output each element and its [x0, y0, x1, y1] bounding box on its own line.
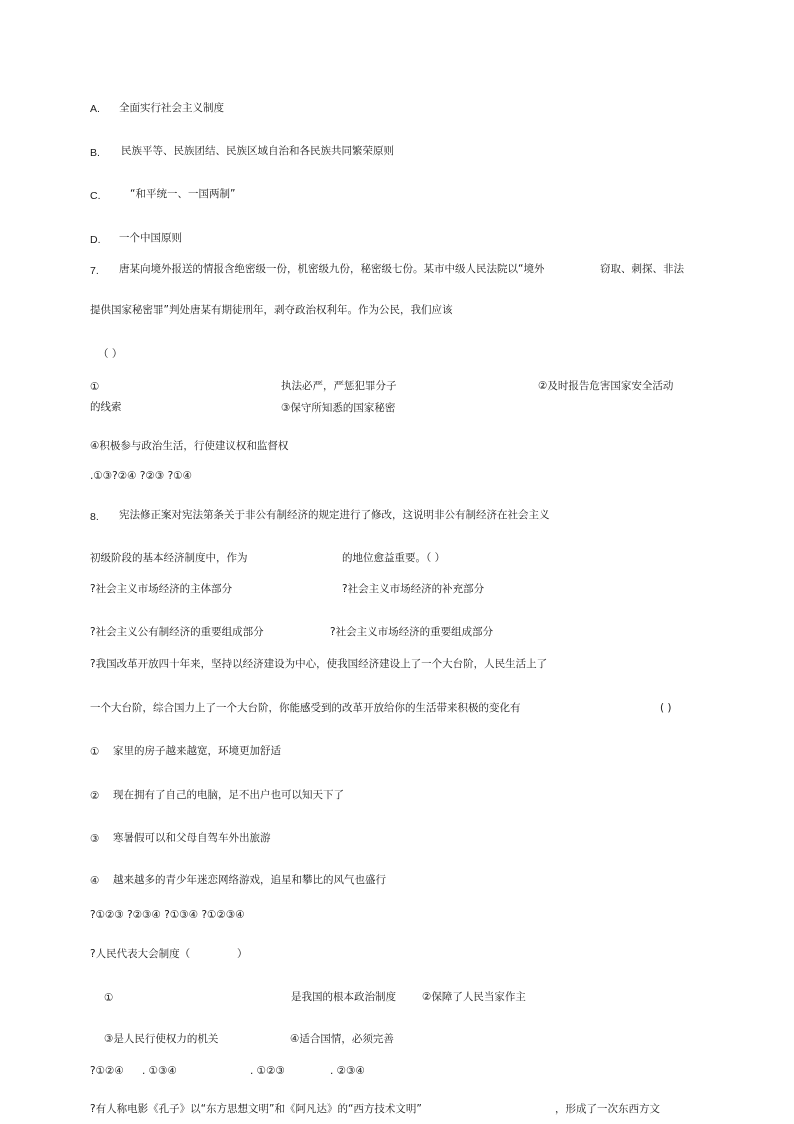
question-9-answer-paren: ( )	[660, 702, 672, 714]
question-10-option4-text: ④适合国情，必须完善	[290, 1033, 394, 1045]
option-d-label: D.	[90, 234, 101, 246]
question-10-stem: ?人民代表大会制度（	[90, 948, 191, 960]
question-8-line2-end: 的地位愈益重要。（ ）	[342, 552, 446, 564]
option-b-text: 民族平等、民族团结、民族区域自治和各民族共同繁荣原则	[121, 145, 394, 157]
question-10-option2-text: ②保障了人民当家作主	[422, 991, 526, 1003]
option-c-text: “和平统一、一国两制”	[130, 188, 236, 200]
option-a-text: 全面实行社会主义制度	[119, 102, 224, 114]
question-8-option-b: ?社会主义市场经济的补充部分	[342, 583, 485, 595]
question-10-option1-text: 是我国的根本政治制度	[291, 991, 396, 1003]
question-8-number: 8.	[90, 511, 99, 523]
question-9-item4-text: 越来越多的青少年迷恋网络游戏，追星和攀比的风气也盛行	[113, 874, 386, 886]
question-7-line2: 提供国家秘密罪”判处唐某有期徒刑年，剥夺政治权利年。作为公民，我们应该	[90, 304, 453, 316]
question-8-line2: 初级阶段的基本经济制度中，作为	[90, 552, 248, 564]
question-9-item3-text: 寒暑假可以和父母自驾车外出旅游	[113, 832, 271, 844]
question-7-option1-text: 执法必严，严惩犯罪分子	[281, 380, 397, 392]
question-7-line1: 唐某向境外报送的情报含绝密级一份，机密级九份，秘密级七份。某市中级人民法院以“境外	[119, 263, 545, 275]
question-7-option4-text: ④积极参与政治生活，行使建议权和监督权	[90, 440, 289, 452]
question-10-option3-text: ③是人民行使权力的机关	[104, 1033, 219, 1045]
question-10-choice-c: . ①②③	[250, 1065, 285, 1077]
question-11-line1-end: ，形成了一次东西方文	[555, 1103, 660, 1115]
option-d-text: 一个中国原则	[119, 232, 182, 244]
question-10-stem-close: ）	[237, 948, 248, 960]
option-a-label: A.	[90, 103, 100, 115]
option-b-label: B.	[90, 147, 100, 159]
question-9-item2-text: 现在拥有了自己的电脑，足不出户也可以知天下了	[113, 789, 344, 801]
question-10-choice-b: . ①③④	[142, 1065, 177, 1077]
question-8-option-c: ?社会主义公有制经济的重要组成部分	[90, 626, 264, 638]
question-9-line2: 一个大台阶，综合国力上了一个大台阶，你能感受到的改革开放给你的生活带来积极的变化有	[90, 702, 521, 714]
question-11-line1: ?有人称电影《孔子》以“东方思想文明”和《阿凡达》的“西方技术文明”	[90, 1103, 422, 1115]
question-7-number: 7.	[90, 265, 99, 277]
question-7-choices: .①③?②④ ?②③ ?①④	[90, 470, 193, 482]
question-9-item1-mark: ①	[90, 746, 100, 758]
option-c-label: C.	[90, 190, 101, 202]
question-7-option2-continued: 的线索	[90, 401, 122, 413]
question-10-choice-d: . ②③④	[330, 1065, 365, 1077]
question-9-item4-mark: ④	[90, 875, 100, 887]
question-8-option-d: ?社会主义市场经济的重要组成部分	[330, 626, 494, 638]
question-7-option1-mark: ①	[90, 381, 100, 393]
question-7-option3-text: ③保守所知悉的国家秘密	[281, 402, 396, 414]
question-9-item1-text: 家里的房子越来越宽，环境更加舒适	[113, 745, 281, 757]
question-9-choices: ?①②③ ?②③④ ?①③④ ?①②③④	[90, 909, 245, 921]
question-7-option2-text: ②及时报告危害国家安全活动	[538, 380, 674, 392]
question-9-item3-mark: ③	[90, 833, 100, 845]
question-8-option-a: ?社会主义市场经济的主体部分	[90, 583, 233, 595]
question-10-choice-a: ?①②④	[90, 1065, 124, 1077]
question-9-line1: ?我国改革开放四十年来，坚持以经济建设为中心，使我国经济建设上了一个大台阶，人民生活上了	[90, 658, 548, 670]
question-9-item2-mark: ②	[90, 790, 100, 802]
question-7-line1-end: 窃取、刺探、非法	[600, 263, 684, 275]
question-7-answer-paren: （ ）	[98, 348, 123, 360]
question-8-line1: 宪法修正案对宪法第条关于非公有制经济的规定进行了修改，这说明非公有制经济在社会主义	[119, 509, 550, 521]
question-10-option1-mark: ①	[104, 992, 114, 1004]
